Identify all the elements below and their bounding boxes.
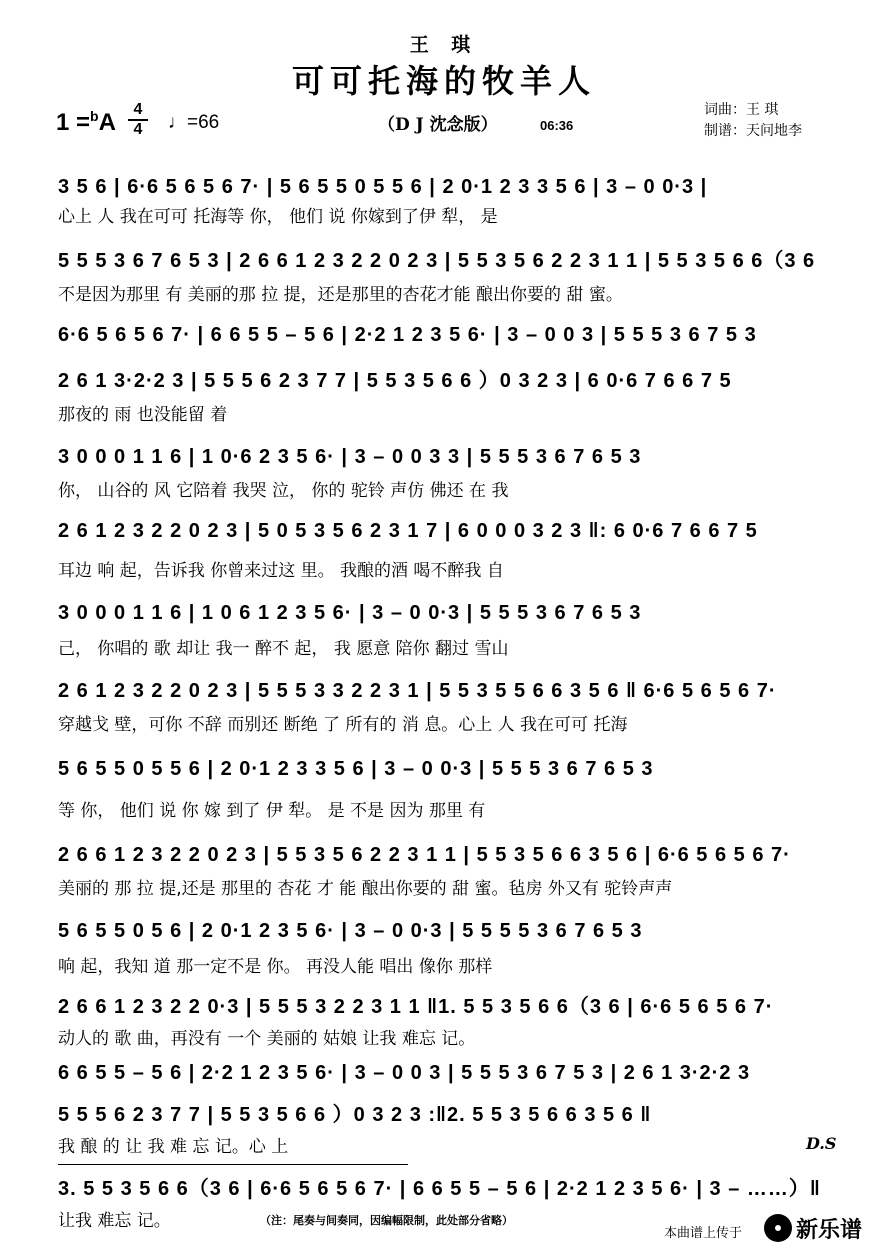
- lyric-line: 响 起，我知 道 那一定不是 你。 再没人能 唱出 像你 那样: [58, 957, 493, 977]
- lyric-line: 等 你， 他们 说 你 嫁 到了 伊 犁。 是 不是 因为 那里 有: [58, 801, 486, 821]
- notation-row: 2 6 6 1 2 3 2 2 0·3 | 5 5 5 3 2 2 3 1 1 ‖1. 5 5 3 5 6 6（3 6 | 6·6 5 6 5 6 7·: [58, 996, 774, 1018]
- time-signature-top: 4: [133, 101, 143, 118]
- notation-row: 3 0 0 0 1 1 6 | 1 0 6 1 2 3 5 6· | 3 – 0 0·3 | 5 5 5 3 6 7 6 5 3: [58, 602, 642, 624]
- notation-row: 5 6 5 5 0 5 6 | 2 0·1 2 3 5 6· | 3 – 0 0·3 | 5 5 5 5 3 6 7 6 5 3: [58, 920, 643, 942]
- notation-row: 2 6 1 3·2·2 3 | 5 5 5 6 2 3 7 7 | 5 5 3 5 6 6 ）0 3 2 3 | 6 0·6 7 6 6 7 5: [58, 370, 732, 392]
- lyric-line: 不是因为那里 有 美丽的那 拉 提，还是那里的杏花才能 酿出你要的 甜 蜜。: [58, 285, 623, 305]
- notation-row: 2 6 6 1 2 3 2 2 0 2 3 | 5 5 3 5 6 2 2 3 1 1 | 5 5 3 5 6 6 3 5 6 | 6·6 5 6 5 6 7·: [58, 844, 791, 866]
- arranger: 制谱：天问地李: [704, 123, 802, 139]
- lyric-line: 让我 难忘 记。: [58, 1211, 171, 1231]
- key-signature: [56, 108, 116, 137]
- logo-text: 新乐谱: [796, 1218, 863, 1243]
- notation-row: 5 5 5 3 6 7 6 5 3 | 2 6 6 1 2 3 2 2 0 2 3 | 5 5 3 5 6 2 2 3 1 1 | 5 5 3 5 6 6（3 6: [58, 250, 816, 272]
- singer-name: 王 琪: [409, 34, 479, 56]
- lyric-line: 心上 人 我在可可 托海等 你， 他们 说 你嫁到了伊 犁， 是: [58, 207, 498, 227]
- ds-mark: D.S: [806, 1134, 837, 1153]
- version-label: （D J 沈念版）: [378, 115, 498, 135]
- footnote: （注：尾奏与间奏同，因编幅限制，此处部分省略）: [260, 1214, 513, 1227]
- tempo-mark: ♩=66: [168, 112, 220, 133]
- lyric-line: 那夜的 雨 也没能留 着: [58, 405, 228, 425]
- song-title: 可可托海的牧羊人: [291, 62, 596, 100]
- credits: [704, 100, 802, 142]
- time-signature: [128, 102, 148, 138]
- upload-text: 本曲谱上传于: [664, 1226, 743, 1241]
- site-logo: [762, 1210, 872, 1246]
- lyric-line: 穿越戈 壁，可你 不辞 而别还 断绝 了 所有的 消 息。心上 人 我在可可 托海: [58, 715, 628, 735]
- key-flat: b: [90, 108, 99, 124]
- notation-row: 6·6 5 6 5 6 7· | 6 6 5 5 – 5 6 | 2·2 1 2 3 5 6· | 3 – 0 0 3 | 5 5 5 3 6 7 5 3: [58, 324, 757, 346]
- lyric-line: 己， 你唱的 歌 却让 我一 醉不 起， 我 愿意 陪你 翻过 雪山: [58, 639, 509, 659]
- record-disc-icon: [764, 1214, 792, 1242]
- notation-row: 5 5 5 6 2 3 7 7 | 5 5 3 5 6 6 ）0 3 2 3 :‖2. 5 5 3 5 6 6 3 5 6 ‖: [58, 1104, 652, 1126]
- notation-row: 6 6 5 5 – 5 6 | 2·2 1 2 3 5 6· | 3 – 0 0 3 | 5 5 5 3 6 7 5 3 | 2 6 1 3·2·2 3: [58, 1062, 751, 1084]
- lyric-line: 美丽的 那 拉 提,还是 那里的 杏花 才 能 酿出你要的 甜 蜜。毡房 外又有 驼铃声声: [58, 879, 673, 899]
- notation-row: 3. 5 5 3 5 6 6（3 6 | 6·6 5 6 5 6 7· | 6 6 5 5 – 5 6 | 2·2 1 2 3 5 6· | 3 – ……）‖: [58, 1178, 821, 1200]
- key-note: A: [98, 109, 116, 136]
- time-signature-bottom: 4: [133, 121, 143, 138]
- lyricist-composer: 词曲：王 琪: [704, 102, 779, 118]
- notation-row: 5 6 5 5 0 5 5 6 | 2 0·1 2 3 3 5 6 | 3 – 0 0·3 | 5 5 5 3 6 7 6 5 3: [58, 758, 654, 780]
- notation-row: 2 6 1 2 3 2 2 0 2 3 | 5 0 5 3 5 6 2 3 1 7 | 6 0 0 0 3 2 3 ‖: 6 0·6 7 6 6 7 5: [58, 520, 758, 542]
- lyric-line: 你， 山谷的 风 它陪着 我哭 泣， 你的 驼铃 声仿 佛还 在 我: [58, 481, 509, 501]
- lyric-line: 耳边 响 起，告诉我 你曾来过这 里。 我酿的酒 喝不醉我 自: [58, 561, 504, 581]
- lyric-line: 动人的 歌 曲，再没有 一个 美丽的 姑娘 让我 难忘 记。: [58, 1029, 476, 1049]
- notation-row: 3 5 6 | 6·6 5 6 5 6 7· | 5 6 5 5 0 5 5 6 | 2 0·1 2 3 3 5 6 | 3 – 0 0·3 |: [58, 176, 708, 198]
- lyric-line: 我 酿 的 让 我 难 忘 记。心 上: [58, 1137, 289, 1157]
- notation-row: 3 0 0 0 1 1 6 | 1 0·6 2 3 5 6· | 3 – 0 0 3 3 | 5 5 5 3 6 7 6 5 3: [58, 446, 642, 468]
- key-prefix: 1 =: [56, 109, 91, 136]
- notation-row: 2 6 1 2 3 2 2 0 2 3 | 5 5 5 3 3 2 2 3 1 | 5 5 3 5 5 6 6 3 5 6 ‖ 6·6 5 6 5 6 7·: [58, 680, 777, 702]
- ending-bracket-line: [58, 1164, 408, 1165]
- duration-label: 06:36: [540, 118, 574, 133]
